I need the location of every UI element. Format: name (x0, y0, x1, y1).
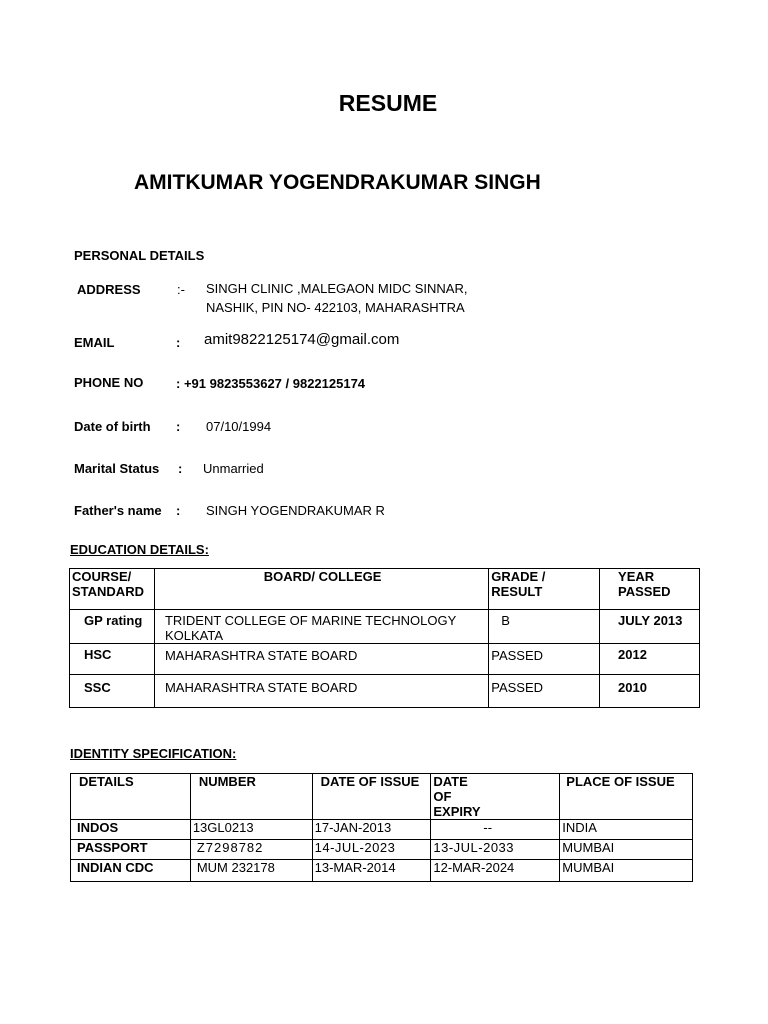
education-cell-grade: PASSED (489, 644, 600, 675)
identity-cell-number: MUM 232178 (190, 860, 312, 882)
identity-cell-date-of-expiry: -- (431, 820, 560, 840)
table-row (70, 644, 700, 675)
identity-header-row (71, 774, 693, 820)
address-separator: :- (177, 282, 185, 297)
table-row (71, 820, 693, 840)
education-header-row (70, 569, 700, 610)
marital-status-label: Marital Status (74, 461, 160, 476)
address-line-2: NASHIK, PIN NO- 422103, MAHARASHTRA (206, 300, 465, 315)
identity-header-number: NUMBER (190, 774, 312, 820)
identity-cell-details: INDIAN CDC (71, 860, 191, 882)
education-cell-year: 2012 (600, 644, 700, 675)
education-cell-grade: PASSED (489, 675, 600, 708)
identity-specification-heading: IDENTITY SPECIFICATION: (70, 746, 237, 761)
education-cell-course: HSC (70, 644, 155, 675)
identity-header-details: DETAILS (71, 774, 191, 820)
education-cell-grade: B (489, 610, 600, 644)
identity-cell-details: PASSPORT (71, 840, 191, 860)
identity-cell-number: Z7298782 (190, 840, 312, 860)
identity-cell-date-of-issue: 13-MAR-2014 (312, 860, 431, 882)
identity-cell-details: INDOS (71, 820, 191, 840)
phone-value: : +91 9823553627 / 9822125174 (176, 376, 366, 391)
identity-table (70, 773, 693, 882)
email-label: EMAIL (74, 335, 115, 350)
education-cell-course: SSC (70, 675, 155, 708)
education-header-grade: GRADE / RESULT (489, 569, 600, 610)
education-cell-board: TRIDENT COLLEGE OF MARINE TECHNOLOGY KOLKATA (154, 610, 488, 644)
fathers-name-value: SINGH YOGENDRAKUMAR R (206, 503, 385, 518)
candidate-name: AMITKUMAR YOGENDRAKUMAR SINGH (134, 171, 541, 194)
education-cell-course: GP rating (70, 610, 155, 644)
identity-cell-date-of-issue: 17-JAN-2013 (312, 820, 431, 840)
education-cell-year: 2010 (600, 675, 700, 708)
dob-value: 07/10/1994 (206, 419, 272, 434)
resume-title: RESUME (338, 90, 438, 116)
marital-status-separator: : (178, 461, 183, 476)
identity-cell-place-of-issue: MUMBAI (560, 860, 693, 882)
personal-details-heading: PERSONAL DETAILS (74, 248, 205, 263)
identity-cell-date-of-issue: 14-JUL-2023 (312, 840, 431, 860)
email-value: amit9822125174@gmail.com (204, 331, 400, 348)
marital-status-value: Unmarried (203, 461, 264, 476)
table-row (70, 610, 700, 644)
fathers-name-separator: : (176, 503, 181, 518)
fathers-name-label: Father's name (74, 503, 162, 518)
dob-separator: : (176, 419, 181, 434)
education-header-board: BOARD/ COLLEGE (154, 569, 488, 610)
identity-header-date-of-issue: DATE OF ISSUE (312, 774, 431, 820)
address-label: ADDRESS (77, 282, 141, 297)
dob-label: Date of birth (74, 419, 151, 434)
table-row (71, 860, 693, 882)
education-cell-board: MAHARASHTRA STATE BOARD (154, 644, 488, 675)
education-details-heading: EDUCATION DETAILS: (70, 542, 209, 557)
identity-cell-date-of-expiry: 13-JUL-2033 (431, 840, 560, 860)
email-separator: : (176, 335, 181, 350)
identity-cell-date-of-expiry: 12-MAR-2024 (431, 860, 560, 882)
identity-cell-place-of-issue: INDIA (560, 820, 693, 840)
table-row (70, 675, 700, 708)
education-cell-board: MAHARASHTRA STATE BOARD (154, 675, 488, 708)
phone-label: PHONE NO (74, 375, 144, 390)
table-row (71, 840, 693, 860)
education-cell-year: JULY 2013 (600, 610, 700, 644)
education-header-course: COURSE/ STANDARD (70, 569, 155, 610)
identity-header-date-of-expiry: DATE OF EXPIRY (431, 774, 560, 820)
education-table (69, 568, 700, 708)
identity-cell-place-of-issue: MUMBAI (560, 840, 693, 860)
identity-cell-number: 13GL0213 (190, 820, 312, 840)
address-line-1: SINGH CLINIC ,MALEGAON MIDC SINNAR, (206, 281, 468, 296)
identity-header-place-of-issue: PLACE OF ISSUE (560, 774, 693, 820)
education-header-year: YEAR PASSED (600, 569, 700, 610)
